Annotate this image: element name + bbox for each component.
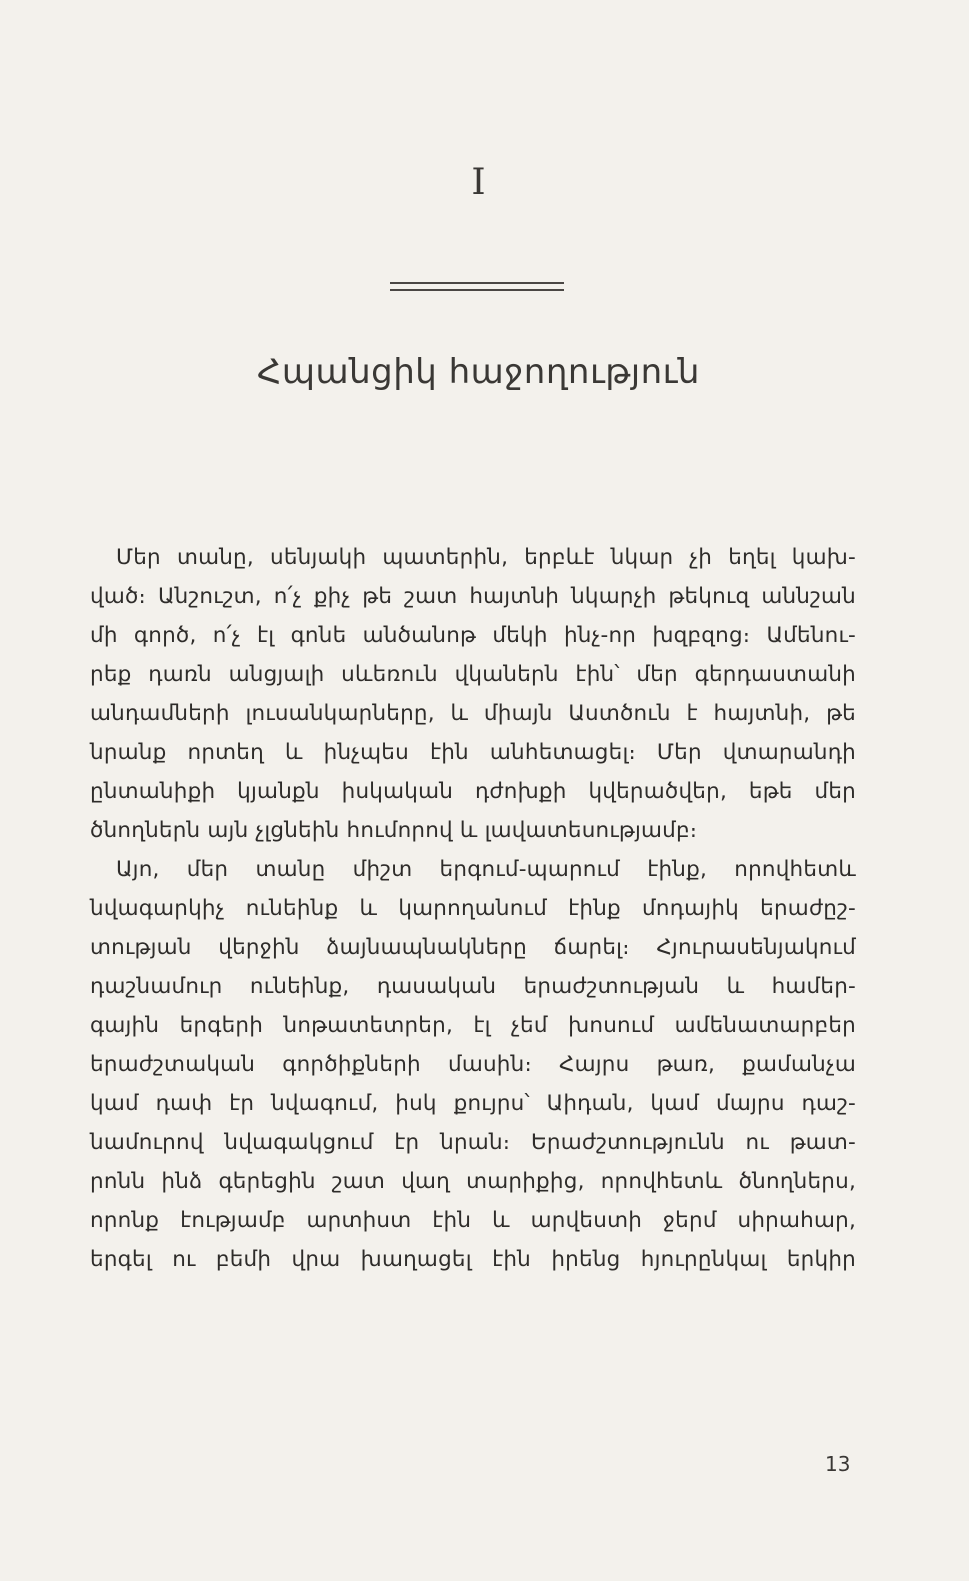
text-line: գային երգերի նոթատետրեր, էլ չեմ խոսում ամենատարբեր <box>90 1013 856 1038</box>
title-rule-bottom <box>390 289 564 291</box>
text-line: մի գործ, ո՛չ էլ գոնե անծանոթ մեկի ինչ-որ խզբզոց։ Ամենու- <box>90 623 856 648</box>
chapter-number: I <box>471 162 486 203</box>
text-line: նամուրով նվագակցում էր նրան։ Երաժշտությունն ու թատ- <box>90 1130 856 1155</box>
text-line: ված։ Անշուշտ, ո՛չ քիչ թե շատ հայտնի նկարչի թեկուզ աննշան <box>90 584 856 609</box>
text-line: տության վերջին ձայնապնակները ճարել։ Հյուրասենյակում <box>90 935 856 960</box>
chapter-title: Հպանցիկ հաջողություն <box>257 352 700 392</box>
text-line: ընտանիքի կյանքն իսկական դժոխքի կվերածվեր, եթե մեր <box>90 779 856 804</box>
text-line: Այո, մեր տանը միշտ երգում-պարում էինք, որովհետև <box>116 857 856 882</box>
text-line: դաշնամուր ունեինք, դասական երաժշտության և համեր- <box>90 974 856 999</box>
text-line: նվագարկիչ ունեինք և կարողանում էինք մոդայիկ երաժըշ- <box>90 896 856 921</box>
text-line: երաժշտական գործիքների մասին։ Հայրս թառ, քամանչա <box>90 1052 856 1077</box>
body-paragraphs <box>90 538 856 1279</box>
text-line: Մեր տանը, սենյակի պատերին, երբևէ նկար չի եղել կախ- <box>116 545 856 570</box>
title-rule-top <box>390 282 564 284</box>
text-line: րոնն ինձ գերեցին շատ վաղ տարիքից, որովհետև ծնողներս, <box>90 1169 856 1194</box>
text-line: անդամների լուսանկարները, և միայն Աստծուն է հայտնի, թե <box>90 701 856 726</box>
text-line: ծնողներն այն չլցնեին հումորով և լավատեսությամբ։ <box>90 818 698 843</box>
text-line: երգել ու բեմի վրա խաղացել էին իրենց հյուրընկալ երկիր <box>90 1247 856 1272</box>
text-line: կամ դափ էր նվագում, իսկ քույրս՝ Աիդան, կամ մայրս դաշ- <box>90 1091 856 1116</box>
page-number: 13 <box>825 1452 851 1476</box>
text-line: որոնք էությամբ արտիստ էին և արվեստի ջերմ սիրահար, <box>90 1208 856 1233</box>
text-line: րեք դառն անցյալի սևեռուն վկաներն էին՝ մեր գերդաստանի <box>90 662 856 687</box>
text-line: նրանք որտեղ և ինչպես էին անհետացել։ Մեր վտարանդի <box>90 740 856 765</box>
